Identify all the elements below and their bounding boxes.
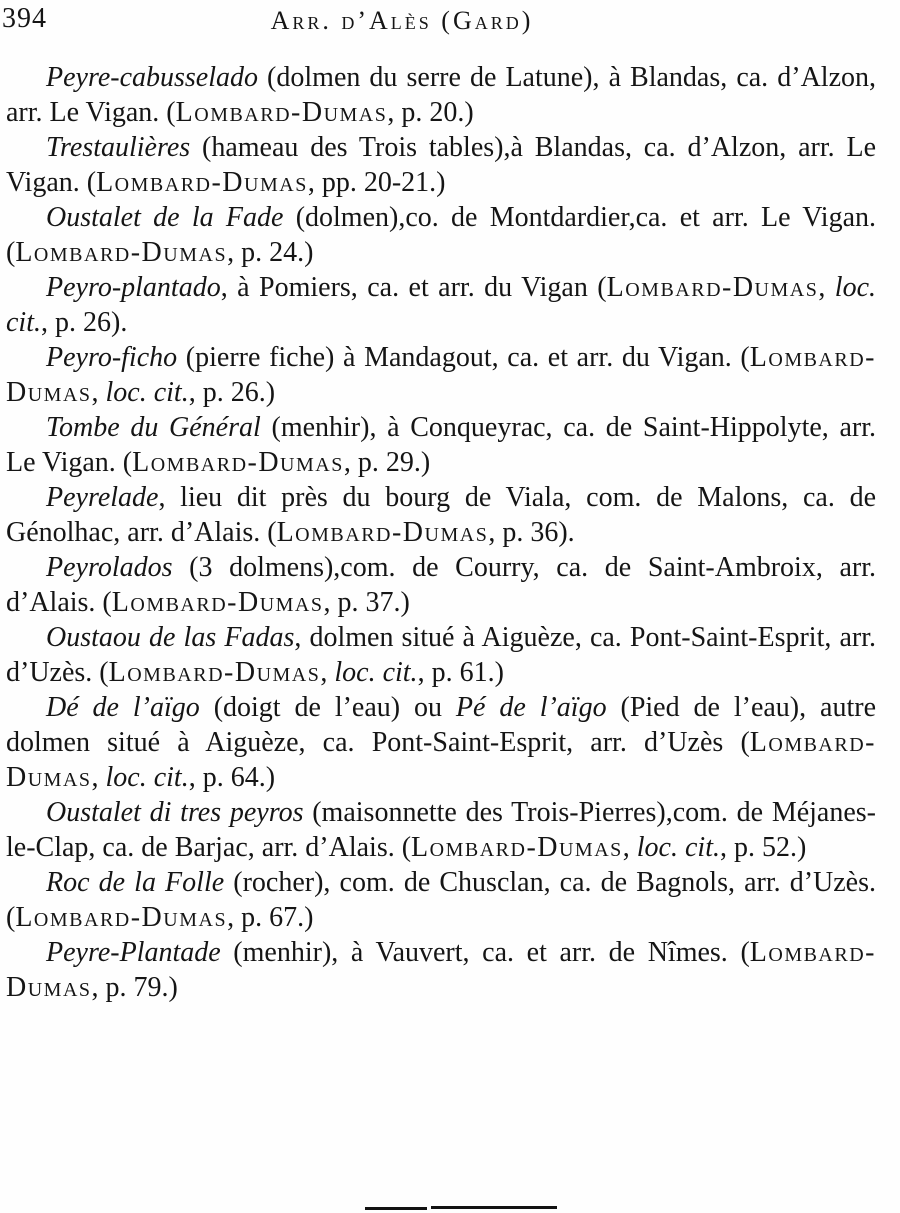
text-run: (rocher), com. de Chusclan, ca. de Bagnols, arr. d’Uzès. ( xyxy=(6,867,877,933)
italic-run: Oustalet de la Fade xyxy=(46,202,284,233)
text-run: , dolmen situé à Aiguèze, ca. Pont-Saint-Esprit, arr. d’Uzès. ( xyxy=(6,622,876,688)
text-run: , p. 64.) xyxy=(188,762,276,793)
text-run: (hameau des Trois tables),à Blandas, ca. d’Alzon, arr. Le Vigan. ( xyxy=(6,132,876,198)
smallcaps-author-run: Lombard-Dumas xyxy=(96,167,308,198)
text-run: (pierre fiche) à Mandagout, ca. et arr. du Vigan. ( xyxy=(177,342,750,373)
text-run: , xyxy=(91,377,106,408)
entry xyxy=(6,865,876,935)
italic-run: loc. cit. xyxy=(636,832,720,863)
italic-run: loc. cit. xyxy=(334,657,418,688)
entry xyxy=(6,935,876,1005)
text-run: , lieu dit près du bourg de Viala, com. de Malons, ca. de Génolhac, arr. d’Alais. ( xyxy=(6,482,876,548)
italic-run: loc. cit. xyxy=(105,377,189,408)
entry xyxy=(6,550,876,620)
italic-run: Oustaou de las Fadas xyxy=(46,622,295,653)
smallcaps-author-run: Lombard-Dumas xyxy=(108,657,321,688)
text-run: , p. 79.) xyxy=(91,972,178,1003)
entry xyxy=(6,130,876,200)
entry xyxy=(6,60,876,130)
entry xyxy=(6,690,876,795)
italic-run: Peyre-cabusselado xyxy=(46,62,258,93)
text-run: (3 dolmens),com. de Courry, ca. de Saint-Ambroix, arr. d’Alais. ( xyxy=(6,552,876,618)
smallcaps-author-run: Lombard-Dumas xyxy=(175,97,388,128)
italic-run: Roc de la Folle xyxy=(46,867,225,898)
text-run: , xyxy=(622,832,637,863)
italic-run: Trestaulières xyxy=(46,132,191,163)
text-run: (menhir), à Vauvert, ca. et arr. de Nîmes. ( xyxy=(220,937,750,968)
text-run: , p. 29.) xyxy=(343,447,431,478)
italic-run: loc. cit. xyxy=(105,762,189,793)
entry-list xyxy=(0,60,900,1005)
entry xyxy=(6,340,876,410)
smallcaps-author-run: Lombard-Dumas xyxy=(6,727,876,793)
entry xyxy=(6,480,876,550)
smallcaps-author-run: Lombard-Dumas xyxy=(15,902,228,933)
bottom-rule xyxy=(365,1206,560,1211)
smallcaps-author-run: Lombard-Dumas xyxy=(276,517,489,548)
italic-run: Tombe du Général xyxy=(46,412,261,443)
entry xyxy=(6,270,876,340)
text-run: , p. 67.) xyxy=(227,902,314,933)
text-run: (maisonnette des Trois-Pierres),com. de Méjanes-le-Clap, ca. de Barjac, arr. d’Alais. ( xyxy=(6,797,876,863)
italic-run: Peyro-ficho xyxy=(46,342,178,373)
page-header xyxy=(0,0,900,40)
italic-run: Peyrelade xyxy=(46,482,159,513)
smallcaps-author-run: Lombard-Dumas xyxy=(411,832,623,863)
smallcaps-author-run: Lombard-Dumas xyxy=(6,937,876,1003)
italic-run: Peyrolados xyxy=(46,552,173,583)
text-run: , p. 61.) xyxy=(417,657,504,688)
text-run: , xyxy=(320,657,335,688)
text-run: , p. 26.) xyxy=(188,377,276,408)
smallcaps-author-run: Lombard-Dumas xyxy=(6,342,876,408)
text-run: , p. 52.) xyxy=(719,832,807,863)
smallcaps-author-run: Lombard-Dumas xyxy=(111,587,324,618)
text-run: (menhir), à Conqueyrac, ca. de Saint-Hippolyte, arr. Le Vigan. ( xyxy=(6,412,876,478)
text-run: , p. 36). xyxy=(488,517,575,548)
running-head: Arr. d’Alès (Gard) xyxy=(270,6,534,35)
smallcaps-author-run: Lombard-Dumas xyxy=(15,237,228,268)
italic-run: Peyro-plantado xyxy=(46,272,221,303)
text-run: , xyxy=(818,272,835,303)
italic-run: Pé de l’aïgo xyxy=(455,692,607,723)
italic-run: Dé de l’aïgo xyxy=(46,692,200,723)
entry xyxy=(6,795,876,865)
text-run: , pp. 20-21.) xyxy=(307,167,446,198)
text-run: (doigt de l’eau) ou xyxy=(199,692,456,723)
smallcaps-author-run: Lombard-Dumas xyxy=(132,447,344,478)
text-run: , p. 20.) xyxy=(387,97,474,128)
italic-run: Peyre-Plantade xyxy=(46,937,221,968)
entry xyxy=(6,200,876,270)
rule-segment-right xyxy=(431,1206,557,1209)
text-run: (dolmen),co. de Montdardier,ca. et arr. Le Vigan. ( xyxy=(6,202,877,268)
italic-run: loc. cit. xyxy=(6,272,877,338)
italic-run: Oustalet di tres peyros xyxy=(46,797,304,828)
page-number: 394 xyxy=(2,3,47,34)
text-run: , xyxy=(91,762,106,793)
text-run: (Pied de l’eau), autre dolmen situé à Aiguèze, ca. Pont-Saint-Esprit, arr. d’Uzès ( xyxy=(6,692,877,758)
rule-segment-left xyxy=(365,1207,427,1210)
entry xyxy=(6,410,876,480)
text-run: , p. 26). xyxy=(41,307,128,338)
smallcaps-author-run: Lombard-Dumas xyxy=(606,272,819,303)
entry xyxy=(6,620,876,690)
text-run: , p. 24.) xyxy=(227,237,314,268)
text-run: , p. 37.) xyxy=(323,587,410,618)
text-run: (dolmen du serre de Latune), à Blandas, ca. d’Alzon, arr. Le Vigan. ( xyxy=(6,62,876,128)
text-run: , à Pomiers, ca. et arr. du Vigan ( xyxy=(220,272,607,303)
